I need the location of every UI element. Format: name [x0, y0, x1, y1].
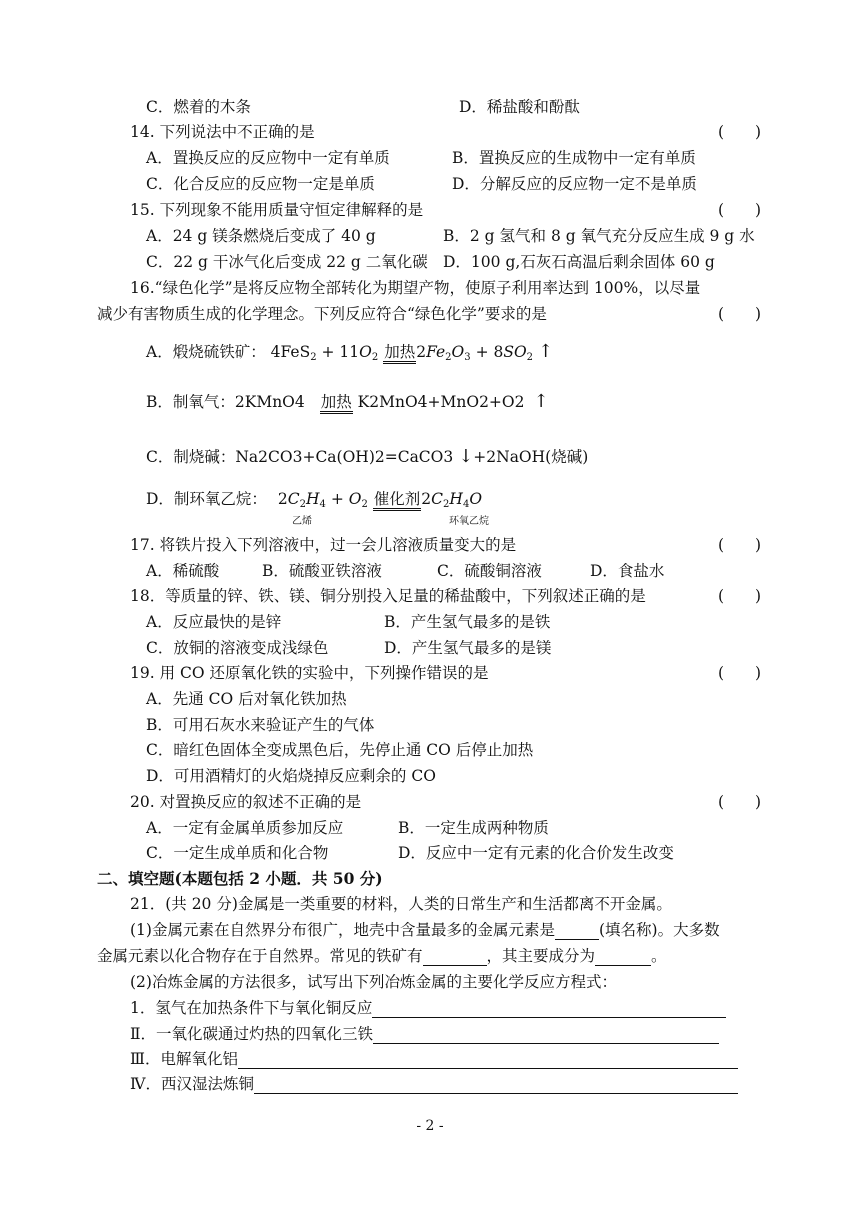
q13-option-c: C．燃着的木条: [146, 98, 251, 116]
q16-d-equation: $2C_2H_4 + O_2$: [277, 490, 368, 510]
answer-blank[interactable]: [555, 923, 599, 940]
q14-answer-paren: ( ): [718, 123, 762, 141]
q14-stem: 14. 下列说法中不正确的是: [130, 123, 315, 141]
q16-b-condition: 加热: [320, 393, 353, 414]
q17-option-a: A．稀硫酸: [146, 562, 220, 580]
answer-line[interactable]: [373, 1027, 719, 1044]
q16-a-equation: $4FeS_2 + 11O_2$: [270, 343, 379, 363]
gas-up-arrow-icon: ↑: [537, 341, 554, 362]
q13-option-d: D．稀盐酸和酚酞: [459, 98, 580, 116]
q15-stem: 15. 下列现象不能用质量守恒定律解释的是: [130, 201, 424, 219]
q19-option-c: C．暗红色固体全变成黑色后，先停止通 CO 后停止加热: [146, 741, 534, 759]
q15-option-c: C．22 g 干冰气化后变成 22 g 二氧化碳: [146, 253, 428, 271]
q14-option-b: B．置换反应的生成物中一定有单质: [452, 149, 696, 167]
q16-d-label: D．制环氧乙烷：: [146, 490, 267, 508]
q19-answer-paren: ( ): [718, 664, 762, 682]
q20-option-a: A．一定有金属单质参加反应: [146, 819, 344, 837]
q20-answer-paren: ( ): [718, 793, 762, 811]
q15-option-d: D．100 g,石灰石高温后剩余固体 60 g: [443, 253, 715, 271]
q17-stem: 17. 将铁片投入下列溶液中，过一会儿溶液质量变大的是: [130, 536, 517, 554]
q21-part1-line2: 金属元素以化合物存在于自然界。常见的铁矿有 ，其主要成分为 。: [97, 947, 667, 965]
q17-option-b: B．硫酸亚铁溶液: [262, 562, 382, 580]
answer-blank[interactable]: [423, 949, 487, 966]
q16-answer-paren: ( ): [718, 305, 762, 323]
q15-option-a: A．24 g 镁条燃烧后变成了 40 g: [146, 227, 376, 245]
q19-option-d: D．可用酒精灯的火焰烧掉反应剩余的 CO: [146, 767, 436, 785]
q20-option-c: C．一定生成单质和化合物: [146, 844, 329, 862]
q17-option-c: C．硫酸铜溶液: [437, 562, 542, 580]
q20-stem: 20. 对置换反应的叙述不正确的是: [130, 793, 362, 811]
q20-option-d: D．反应中一定有元素的化合价发生改变: [398, 844, 674, 862]
q19-option-a: A．先通 CO 后对氧化铁加热: [146, 690, 347, 708]
q16-d-note-ethylene: 乙烯: [292, 516, 312, 527]
q16-d-condition: 催化剂: [373, 490, 422, 511]
q14-option-d: D．分解反应的反应物一定不是单质: [452, 175, 697, 193]
q18-answer-paren: ( ): [718, 587, 762, 605]
q17-option-d: D．食盐水: [590, 562, 665, 580]
q21-part2-stem: (2)冶炼金属的方法很多，试写出下列冶炼金属的主要化学反应方程式：: [130, 973, 617, 991]
q16-b-label: B．制氧气：2KMnO4: [146, 393, 305, 411]
answer-line[interactable]: [238, 1052, 738, 1069]
q16-c-tail: +2NaOH(烧碱): [473, 448, 589, 466]
q16-option-c: [146, 447, 588, 467]
q16-b-products: K2MnO4+MnO2+O2: [357, 393, 525, 411]
q21-part2-item3: Ⅲ．电解氧化铝: [130, 1049, 738, 1069]
q16-d-note-ethylene-oxide: 环氧乙烷: [449, 516, 489, 527]
q18-option-b: B．产生氢气最多的是铁: [384, 613, 551, 631]
q16-stem-line1: 16.“绿色化学”是将反应物全部转化为期望产物，使原子利用率达到 100%，以尽量: [130, 279, 701, 297]
q16-option-a: A．煅烧硫铁矿： $4FeS_2 + 11O_2$ 加热$2Fe_2O_3 + 8SO_2$ ↑: [146, 341, 554, 363]
page-number: - 2 -: [416, 1118, 444, 1134]
q18-option-d: D．产生氢气最多的是镁: [384, 639, 552, 657]
q17-answer-paren: ( ): [718, 536, 762, 554]
q21-part2-item2: Ⅱ．一氧化碳通过灼热的四氧化三铁: [130, 1024, 719, 1044]
q18-option-a: A．反应最快的是锌: [146, 613, 282, 631]
q19-stem: 19. 用 CO 还原氧化铁的实验中，下列操作错误的是: [130, 664, 489, 682]
q18-stem: 18．等质量的锌、铁、镁、铜分别投入足量的稀盐酸中，下列叙述正确的是: [130, 587, 646, 605]
q16-option-b: [146, 392, 549, 414]
q16-stem-line2: 减少有害物质生成的化学理念。下列反应符合“绿色化学”要求的是: [97, 305, 547, 323]
q21-stem: 21．(共 20 分)金属是一类重要的材料，人类的日常生产和生活都离不开金属。: [130, 895, 672, 913]
q21-part1-line1: (1)金属元素在自然界分布很广，地壳中含量最多的金属元素是 (填名称)。大多数: [130, 921, 720, 939]
q18-option-c: C．放铜的溶液变成浅绿色: [146, 639, 329, 657]
q20-option-b: B．一定生成两种物质: [398, 819, 549, 837]
answer-line[interactable]: [254, 1077, 738, 1094]
q15-answer-paren: ( ): [718, 201, 762, 219]
q21-part2-item4: Ⅳ．西汉湿法炼铜: [130, 1074, 738, 1094]
q16-a-condition: 加热: [383, 343, 416, 364]
q19-option-b: B．可用石灰水来验证产生的气体: [146, 716, 375, 734]
q14-option-c: C．化合反应的反应物一定是单质: [146, 175, 375, 193]
precipitate-down-arrow-icon: ↓: [458, 446, 474, 467]
answer-line[interactable]: [372, 1001, 726, 1018]
q14-option-a: A．置换反应的反应物中一定有单质: [146, 149, 390, 167]
answer-blank[interactable]: [595, 949, 651, 966]
section-heading: 二、填空题(本题包括 2 小题．共 50 分): [97, 869, 383, 888]
q15-option-b: B．2 g 氢气和 8 g 氧气充分反应生成 9 g 水: [443, 227, 755, 245]
q16-c-text: C．制烧碱：Na2CO3+Ca(OH)2=CaCO3: [146, 448, 454, 466]
q16-a-label: A．煅烧硫铁矿：: [146, 343, 266, 361]
q21-part2-item1: 1．氢气在加热条件下与氧化铜反应: [130, 998, 726, 1018]
q16-option-d: D．制环氧乙烷： $2C_2H_4 + O_2$ 催化剂$2C_2H_4O$: [146, 490, 483, 510]
gas-up-arrow-icon: ↑: [533, 391, 549, 412]
